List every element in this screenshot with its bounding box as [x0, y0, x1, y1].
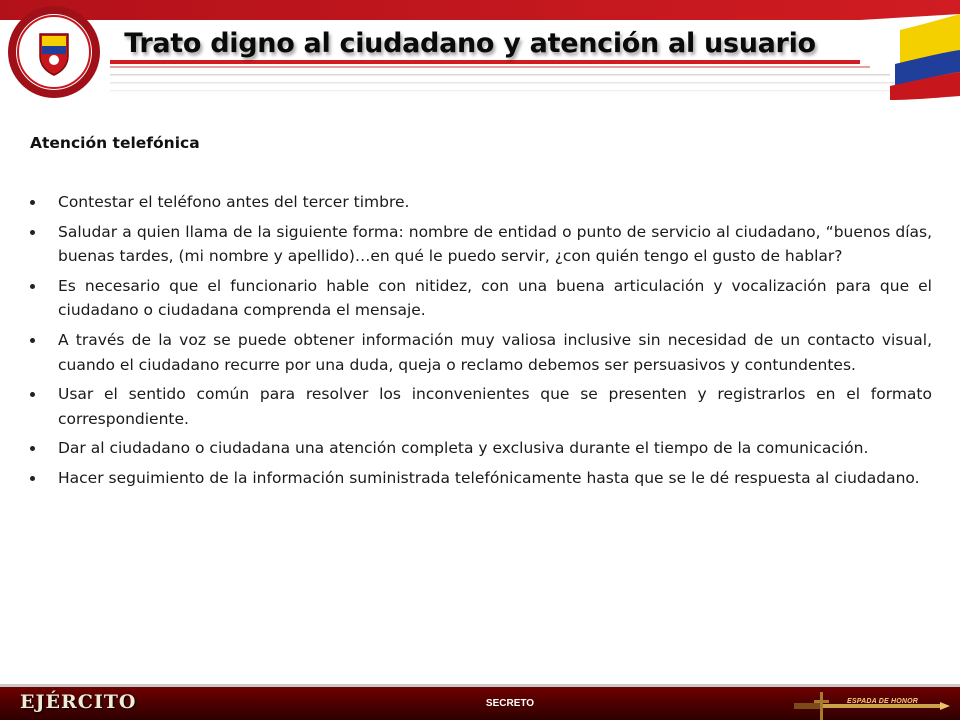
- list-item: [30, 382, 932, 431]
- slide-body: [30, 134, 932, 496]
- section-title: Atención telefónica: [30, 134, 200, 152]
- bullet-icon: [30, 230, 35, 235]
- bullet-icon: [30, 200, 35, 205]
- list-item-text: Hacer seguimiento de la información suministrada telefónicamente hasta que se le dé respuesta al ciudadano.: [58, 468, 920, 487]
- list-item: [30, 436, 932, 461]
- list-item-text: Es necesario que el funcionario hable con nitidez, con una buena articulación y vocalización para que el ciudadano o ciudadana comprenda el mensaje.: [58, 276, 932, 320]
- list-item: [30, 274, 932, 323]
- bullet-list: [30, 190, 932, 491]
- bullet-icon: [30, 284, 35, 289]
- bullet-icon: [30, 446, 35, 451]
- list-item: [30, 466, 932, 491]
- list-item-text: Dar al ciudadano o ciudadana una atención completa y exclusiva durante el tiempo de la comunicación.: [58, 439, 869, 458]
- bullet-icon: [30, 476, 35, 481]
- list-item: [30, 220, 932, 269]
- list-item-text: A través de la voz se puede obtener información muy valiosa inclusive sin necesidad de un contacto visual, cuando el ciudadano recurre por una duda, queja o reclamo debemos ser persuasivos y contundentes.: [58, 330, 932, 374]
- slide-title: Trato digno al ciudadano y atención al usuario: [124, 28, 816, 59]
- list-item-text: Usar el sentido común para resolver los inconvenientes que se presenten y registrarlos en el formato correspondiente.: [58, 385, 932, 428]
- bullet-icon: [30, 392, 35, 397]
- classification-label: SECRETO: [485, 698, 535, 709]
- footer-brand: EJÉRCITO: [20, 691, 137, 713]
- slide-header: [0, 0, 960, 100]
- bullet-icon: [30, 338, 35, 343]
- list-item: [30, 190, 932, 215]
- slide-footer: [0, 677, 960, 720]
- army-shield-icon: [6, 4, 102, 100]
- sword-caption: ESPADA DE HONOR: [847, 698, 919, 705]
- list-item-text: Contestar el teléfono antes del tercer timbre.: [58, 193, 410, 211]
- list-item: [30, 328, 932, 377]
- list-item-text: Saludar a quien llama de la siguiente forma: nombre de entidad o punto de servicio al ciudadano, “buenos días, buenas tardes, (mi nombre y apellido)…en qué le puedo servir, ¿con quién tengo el gusto de hablar?: [58, 222, 932, 266]
